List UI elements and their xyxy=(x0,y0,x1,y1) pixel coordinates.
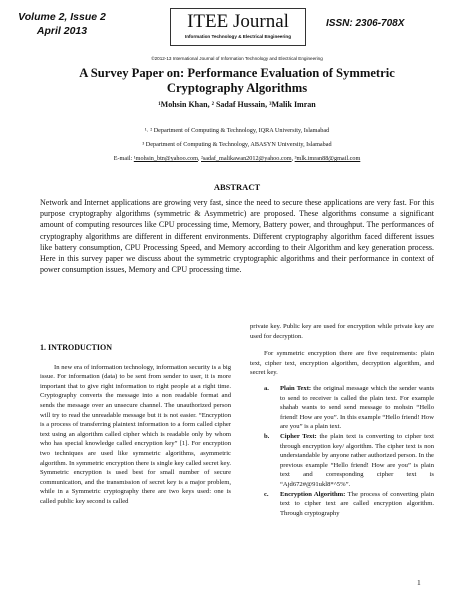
list-item xyxy=(250,432,434,490)
affiliation-2: ³ Department of Computing & Technology, ABASYN University, Islamabad xyxy=(142,141,332,148)
list-marker: b. xyxy=(264,432,270,440)
volume-issue: Volume 2, Issue 2 xyxy=(18,11,106,23)
email-label: E-mail: xyxy=(113,155,133,162)
title-line-2: Cryptography Algorithms xyxy=(166,81,308,95)
author-emails: E-mail: ¹mohsin_btn@yahoo.com, ²sadaf_malikawan2012@yahoo.com, ³mlk.imran88@gmail.com xyxy=(113,155,361,162)
right-column xyxy=(250,322,434,518)
title-line-1: A Survey Paper on: Performance Evaluation of Symmetric xyxy=(79,66,395,80)
list-item xyxy=(250,490,434,519)
list-marker: a. xyxy=(264,384,269,392)
email-link-3[interactable]: ³mlk.imran88@gmail.com xyxy=(294,155,361,162)
abstract-heading: ABSTRACT xyxy=(213,182,261,192)
list-item-text: the original message which the sender wants to send to receiver is called the plain text. For example shahab wants to send send message to mohsin “Hello friend! How are you”. In this example “Hello friend! How are you” is a plain text. xyxy=(280,384,435,431)
list-item xyxy=(250,384,434,432)
email-link-1[interactable]: ¹mohsin_btn@yahoo.com xyxy=(133,155,198,162)
abstract-text: Network and Internet applications are growing very fast, since the need to secure these applications are very fast. For this purpose cryptography algorithms (symmetric & Asymmetric) are proposed. These algorithms consume a significant amount of computing resources like CPU processing time, Memory, Battery power, and throughput. The performances of cryptography algorithms are different in different environments. Different cryptography algorithm faced different issues like battery consumption, CPU Processing Speed, and Memory according to their Algorithm and key generation process. Here in this survey paper we discuss about the symmetric cryptographic algorithms and their performance in context of power consumption issues, Memory and CPU processing time. xyxy=(40,198,434,275)
affiliation-1: ¹˒ ² Department of Computing & Technology, IQRA University, Islamabad xyxy=(144,127,330,134)
symmetric-requirements-paragraph: For symmetric encryption there are five requirements: plain text, cipher text, encryption algorithm, decryption algorithm, and secret key. xyxy=(250,350,434,377)
authors: ¹Mohsin Khan, ² Sadaf Hussain, ³Malik Imran xyxy=(158,100,316,109)
list-item-label: Plain Text: xyxy=(280,384,312,392)
journal-logo-box xyxy=(170,8,306,46)
email-link-2[interactable]: ²sadaf_malikawan2012@yahoo.com xyxy=(201,155,292,162)
journal-title: ITEE Journal xyxy=(187,11,289,32)
list-marker: c. xyxy=(264,490,269,498)
continuation-paragraph: private key. Public key are used for encryption while private key are used for decryption. xyxy=(250,323,434,340)
left-column xyxy=(40,343,231,507)
issue-date: April 2013 xyxy=(36,25,88,37)
journal-volume-block xyxy=(12,10,112,38)
section-heading-introduction: 1. INTRODUCTION xyxy=(40,343,113,352)
journal-subtitle: Information Technology & Electrical Engineering xyxy=(184,34,292,39)
intro-paragraph: In new era of information technology, information security is a big issue. For information (data) to be sent from sender to user, it is more important that to give right information to right people at a right time. Cryptography converts the message into a non readable format and sends the message over an unsecure channel. The unauthorized person will try to read the unreadable message but it is not easier. “Encryption is a process of transferring plaintext information to a form called cipher text using an algorithm called cipher which is readable only by whom who has special knowledge called encryption key” [1]. For encryption two techniques are used like symmetric algorithms, asymmetric algorithm. In symmetric encryption there is single key called secret key. Symmetric encryption is used best for small number of secure communication, and the transmission of secret key is a major problem, while in a Symmetric cryptography there are two keys used: one is called public key second is called xyxy=(40,363,231,505)
list-item-label: Encryption Algorithm: xyxy=(280,490,346,498)
issn: ISSN: 2306-708X xyxy=(326,18,405,29)
page-number: 1 xyxy=(417,578,421,587)
paper-title xyxy=(40,66,434,96)
copyright-line: ©2012-13 International Journal of Information Technology and Electrical Engineering xyxy=(151,56,323,61)
list-item-label: Cipher Text: xyxy=(280,432,317,440)
list-item-text: The process of converting plain text to cipher text are called encryption algorithm. Through cryptography xyxy=(280,490,434,517)
list-item-text: the plain text is converting to cipher text through encryption key/ algorithm. The cipher text is non understandable by anyone rather authorized person. In the previous example “Hello friend! How are you” is plain text and corresponding cipher text is “Ajd672#@91ukl8*^5%”. xyxy=(280,432,434,488)
